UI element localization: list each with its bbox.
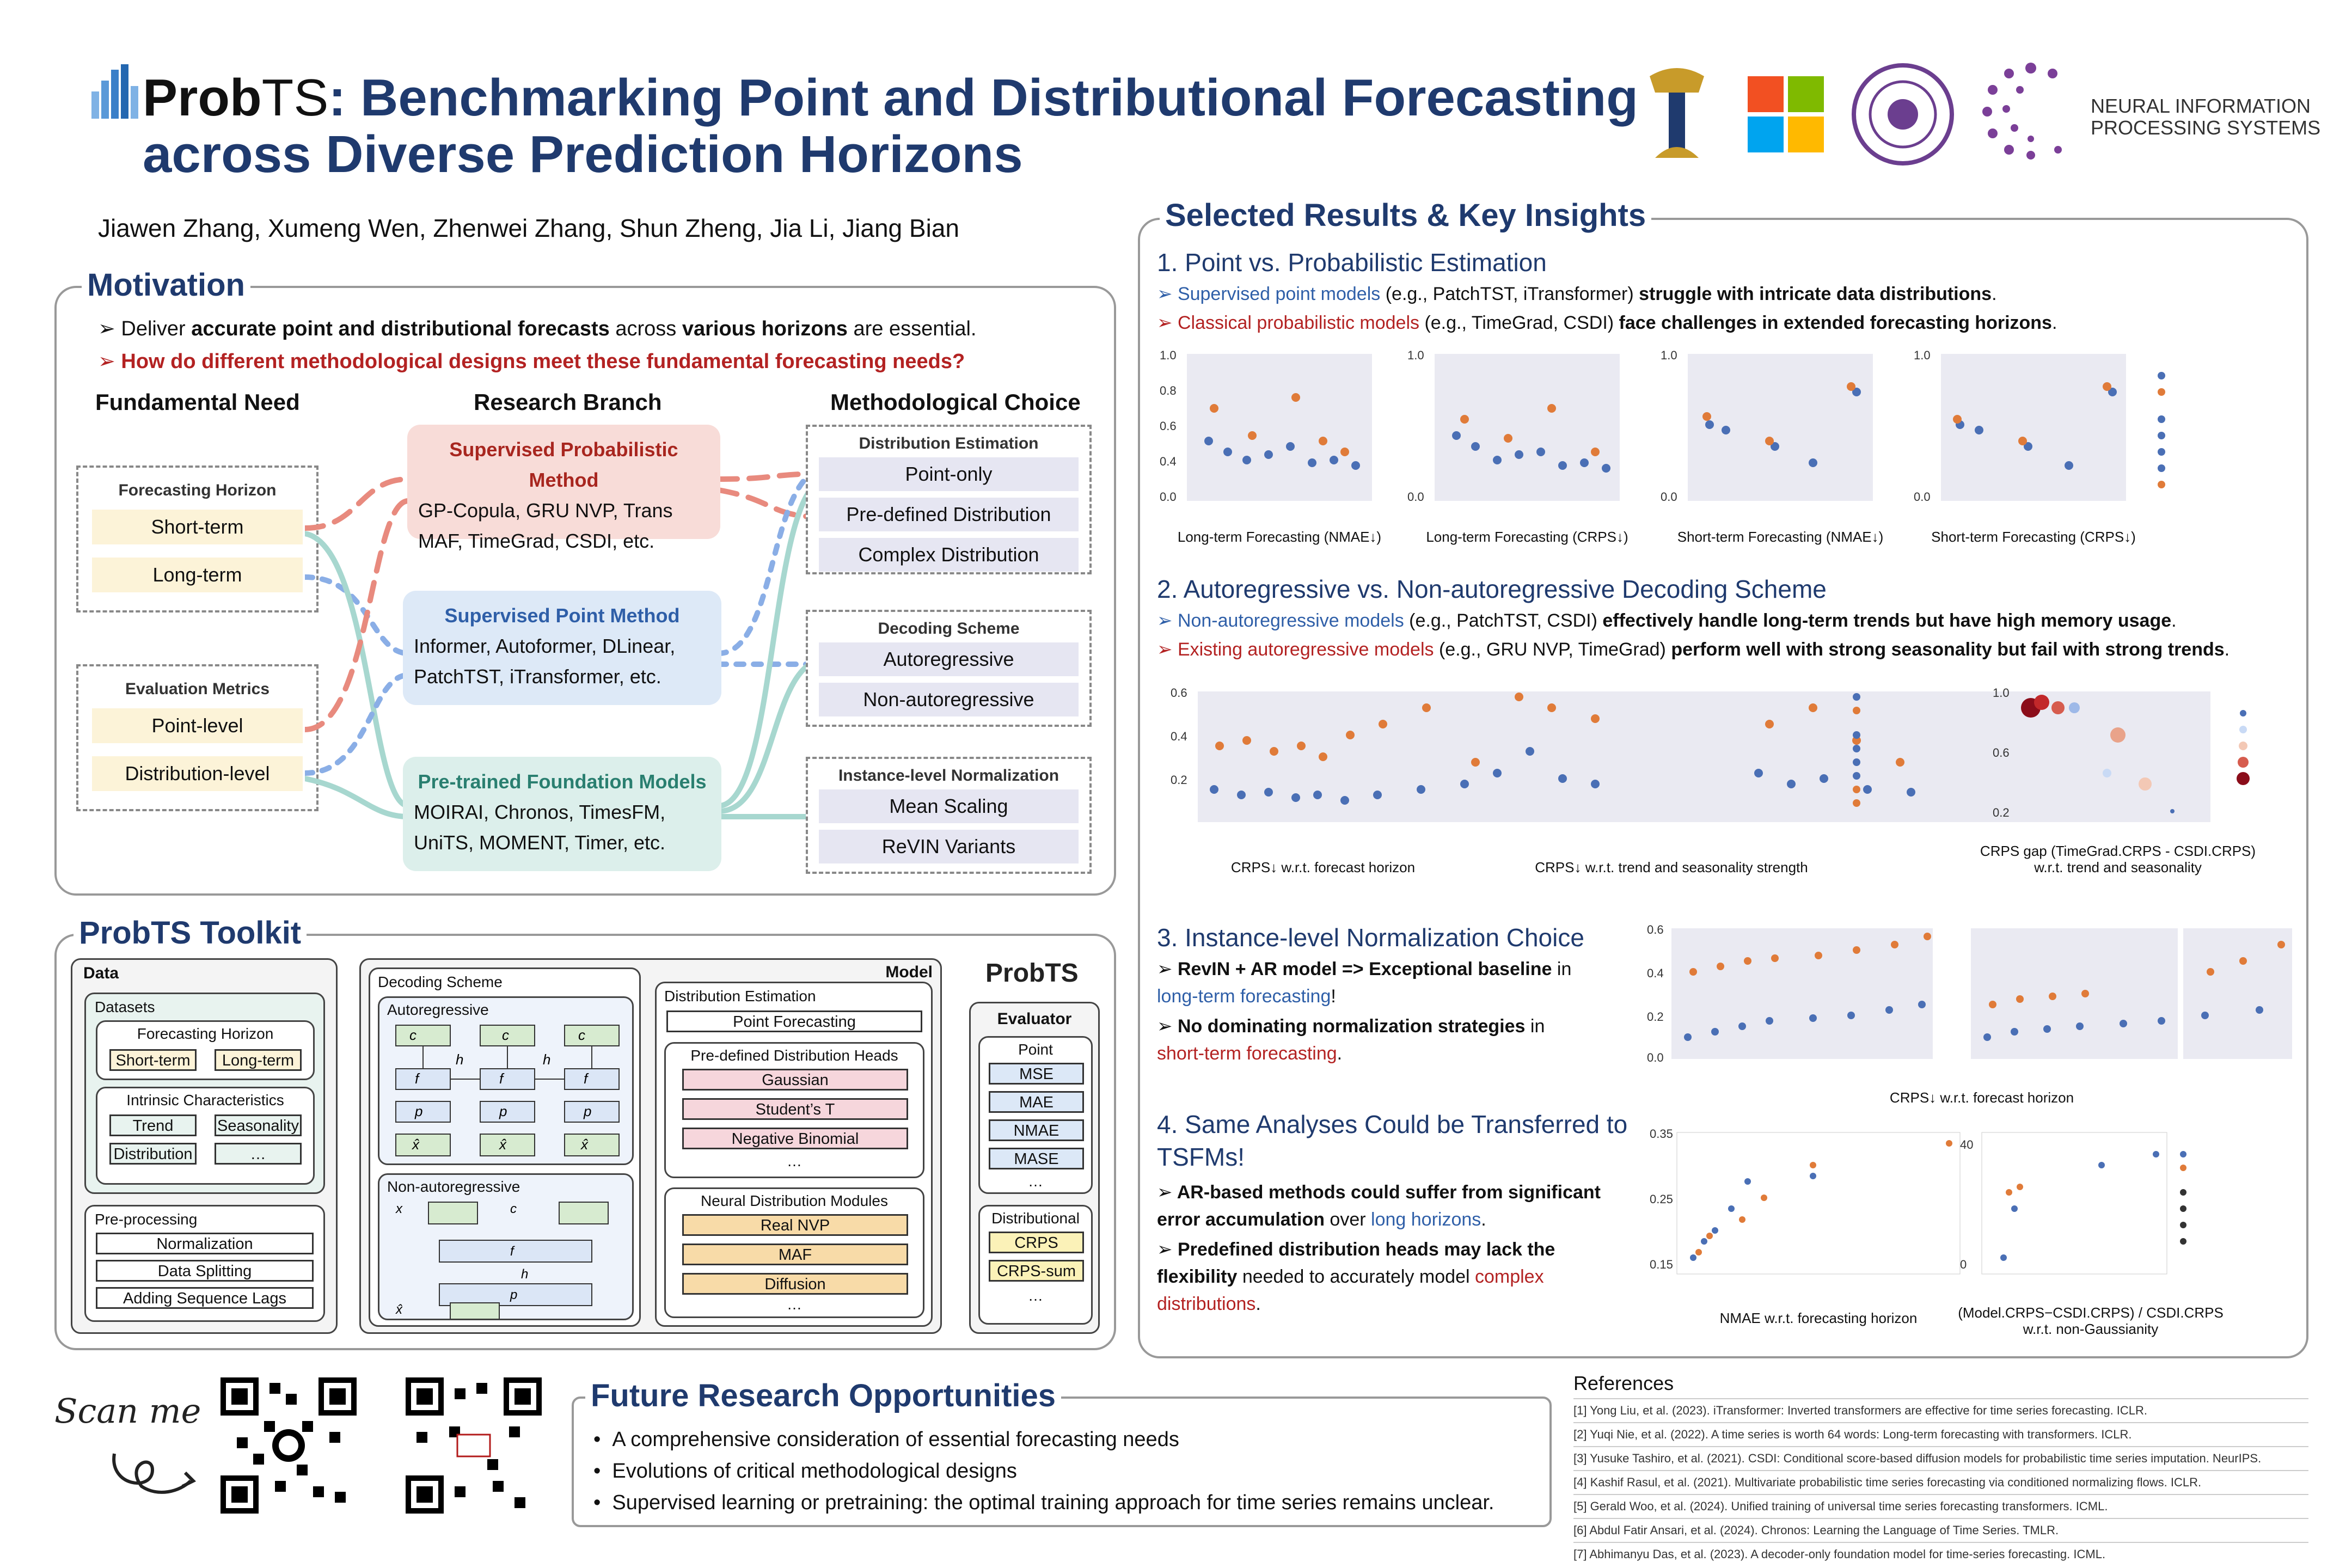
- s1-caption-1: Long-term Forecasting (NMAE↓): [1177, 529, 1382, 545]
- references-title: References: [1573, 1372, 1674, 1394]
- chip-short-term: Short-term: [92, 510, 303, 544]
- svg-text:p: p: [415, 1103, 423, 1119]
- s2-caption-1: CRPS↓ w.r.t. forecast horizon: [1230, 859, 1416, 875]
- s4-caption-1: NMAE w.r.t. forecasting horizon: [1719, 1310, 1918, 1326]
- data-long-term: Long-term: [215, 1049, 302, 1071]
- s1-caption-2: Long-term Forecasting (CRPS↓): [1426, 529, 1628, 545]
- choice-decoding-scheme: Decoding Scheme Autoregressive Non-autoregressive: [806, 610, 1092, 727]
- nar-diagram: [385, 1197, 630, 1319]
- reference-item: [1] Yong Liu, et al. (2023). iTransformer: Inverted transformers are effective for time series forecasting. ICLR.: [1573, 1398, 2308, 1422]
- chip-mean-scaling: Mean Scaling: [819, 789, 1079, 823]
- col-fundamental-need: Fundamental Need: [95, 389, 300, 415]
- svg-text:f: f: [510, 1244, 514, 1259]
- svg-text:f: f: [584, 1070, 588, 1087]
- s4-legend: [2180, 1151, 2186, 1245]
- svg-text:x: x: [396, 1202, 402, 1216]
- s4-bullet1: ➢ AR-based methods could suffer from significant error accumulation over long horizons.: [1157, 1182, 1601, 1230]
- chip-complex-dist: Complex Distribution: [819, 538, 1079, 572]
- reference-item: [4] Kashif Rasul, et al. (2021). Multivariate probabilistic time series forecasting via conditioned normalizing flows. ICLR.: [1573, 1470, 2308, 1494]
- tsinghua-logo: [1851, 63, 1955, 166]
- s4-title: 4. Same Analyses Could be Transferred to TSFMs!: [1157, 1110, 1628, 1171]
- svg-text:x̂: x̂: [412, 1136, 419, 1153]
- title-line2: across Diverse Prediction Horizons: [143, 125, 1023, 183]
- neurips-text: NEURAL INFORMATION PROCESSING SYSTEMS: [2091, 95, 2321, 139]
- toolkit-title: ProbTS Toolkit: [74, 915, 307, 951]
- s2-bullet2: ➢ Existing autoregressive models (e.g., GRU NVP, TimeGrad) perform well with strong seasonality but fail with strong trends.: [1157, 639, 2230, 660]
- svg-text:0.25: 0.25: [1650, 1192, 1673, 1206]
- s2-bullet1: ➢ Non-autoregressive models (e.g., PatchTST, CSDI) effectively handle long-term trends but have high memory usage.: [1157, 610, 2177, 631]
- svg-text:c: c: [409, 1027, 416, 1043]
- svg-text:c: c: [502, 1027, 509, 1043]
- s1-title: 1. Point vs. Probabilistic Estimation: [1157, 248, 1547, 277]
- scan-me: Scan me: [54, 1391, 201, 1431]
- svg-text:0.35: 0.35: [1650, 1127, 1673, 1141]
- motivation-bullet2: ➢ How do different methodological designs meet these fundamental forecasting needs?: [98, 350, 965, 373]
- choice-instance-normalization: Instance-level Normalization Mean Scaling ReVIN Variants: [806, 757, 1092, 874]
- hkust-logo: [1644, 60, 1710, 169]
- future-item: • A comprehensive consideration of essential forecasting needs: [593, 1428, 1179, 1451]
- s3-charts: [1633, 906, 2308, 1113]
- chip-autoregressive: Autoregressive: [819, 642, 1079, 676]
- choice-distribution-estimation: Distribution Estimation Point-only Pre-defined Distribution Complex Distribution: [806, 425, 1092, 574]
- reference-item: [5] Gerald Woo, et al. (2024). Unified training of universal time series forecasting transformers. ICML.: [1573, 1494, 2308, 1518]
- col-method-choice: Methodological Choice: [830, 389, 1081, 415]
- github-qr-code[interactable]: [220, 1377, 357, 1514]
- chip-point-level: Point-level: [92, 708, 303, 743]
- arxiv-qr-code[interactable]: [406, 1377, 542, 1514]
- toolkit-evaluator-box: Evaluator Point MSE MAE NMAE MASE … Distributional CRPS CRPS-sum …: [969, 1002, 1100, 1334]
- svg-text:c: c: [510, 1202, 517, 1216]
- future-item: • Supervised learning or pretraining: the optimal training approach for time series remains unclear.: [593, 1491, 1494, 1514]
- reference-item: [6] Abdul Fatir Ansari, et al. (2024). Chronos: Learning the Language of Time Series. TMLR.: [1573, 1518, 2308, 1542]
- svg-text:f: f: [499, 1070, 504, 1087]
- s1-bullet2: ➢ Classical probabilistic models (e.g., TimeGrad, CSDI) face challenges in extended forecasting horizons.: [1157, 313, 2057, 333]
- motivation-bullet1: ➢ Deliver accurate point and distributional forecasts across various horizons are essential.: [98, 317, 977, 340]
- authors: Jiawen Zhang, Xumeng Wen, Zhenwei Zhang, Shun Zheng, Jia Li, Jiang Bian: [98, 214, 959, 242]
- svg-text:p: p: [499, 1103, 507, 1119]
- s1-charts: [1138, 343, 2308, 561]
- svg-text:0.6: 0.6: [1160, 419, 1177, 433]
- results-title: Selected Results & Key Insights: [1160, 197, 1651, 234]
- need-evaluation-metrics: Evaluation Metrics Point-level Distribution-level: [76, 664, 318, 811]
- s2-title: 2. Autoregressive vs. Non-autoregressive Decoding Scheme: [1157, 575, 1827, 603]
- svg-text:0.6: 0.6: [1171, 686, 1187, 700]
- svg-text:h: h: [543, 1051, 551, 1068]
- svg-text:1.0: 1.0: [1993, 686, 2010, 700]
- svg-text:0.0: 0.0: [1407, 490, 1424, 504]
- svg-text:x̂: x̂: [499, 1136, 506, 1153]
- chip-point-only: Point-only: [819, 457, 1079, 491]
- poster-title: [143, 70, 1667, 183]
- curly-arrow-icon: [109, 1443, 201, 1503]
- svg-text:0.0: 0.0: [1160, 490, 1177, 504]
- svg-text:1.0: 1.0: [1407, 348, 1424, 362]
- svg-text:h: h: [521, 1267, 529, 1282]
- branch-supervised-probabilistic: Supervised Probabilistic Method GP-Copula, GRU NVP, Trans MAF, TimeGrad, CSDI, etc.: [407, 425, 720, 539]
- s3-bullet2: ➢ No dominating normalization strategies in short-term forecasting.: [1157, 1016, 1545, 1064]
- svg-text:0.15: 0.15: [1650, 1258, 1673, 1271]
- svg-text:0.4: 0.4: [1647, 966, 1664, 980]
- brand-bold: Prob: [143, 69, 262, 127]
- neurips-logo: [1976, 57, 2085, 166]
- s3-title: 3. Instance-level Normalization Choice: [1157, 923, 1584, 952]
- chip-revin: ReVIN Variants: [819, 830, 1079, 863]
- chip-long-term: Long-term: [92, 558, 303, 592]
- svg-text:f: f: [415, 1070, 419, 1087]
- future-list: [593, 1424, 1494, 1518]
- s4-charts: [1633, 1122, 2308, 1339]
- s1-caption-3: Short-term Forecasting (NMAE↓): [1677, 529, 1884, 545]
- s1-caption-4: Short-term Forecasting (CRPS↓): [1931, 529, 2136, 545]
- reference-item: [7] Abhimanyu Das, et al. (2023). A decoder-only foundation model for time-series forecasting. ICML.: [1573, 1542, 2308, 1566]
- svg-text:0.0: 0.0: [1647, 1051, 1664, 1064]
- svg-text:p: p: [510, 1288, 518, 1302]
- s3-caption: CRPS↓ w.r.t. forecast horizon: [1889, 1089, 2074, 1106]
- svg-text:0.0: 0.0: [1914, 490, 1931, 504]
- svg-text:0.8: 0.8: [1160, 384, 1177, 397]
- chip-predefined-dist: Pre-defined Distribution: [819, 498, 1079, 531]
- toolkit-logo: ProbTS: [985, 959, 1079, 988]
- svg-text:x̂: x̂: [396, 1302, 402, 1317]
- future-title: Future Research Opportunities: [585, 1377, 1061, 1414]
- microsoft-logo: [1748, 76, 1824, 152]
- svg-text:0.2: 0.2: [1171, 773, 1187, 787]
- s4-bullet2: ➢ Predefined distribution heads may lack the flexibility needed to accurately model complex distributions.: [1157, 1239, 1555, 1314]
- s1-bullet1: ➢ Supervised point models (e.g., PatchTST, iTransformer) struggle with intricate data distributions.: [1157, 284, 1997, 304]
- chip-non-autoregressive: Non-autoregressive: [819, 683, 1079, 716]
- probts-logo-bars: [91, 64, 140, 119]
- ar-diagram: [385, 1020, 630, 1161]
- need-forecasting-horizon: Forecasting Horizon Short-term Long-term: [76, 465, 318, 612]
- chip-distribution-level: Distribution-level: [92, 756, 303, 791]
- title-rest: : Benchmarking Point and Distributional Forecasting: [328, 69, 1638, 127]
- branch-foundation-models: Pre-trained Foundation Models MOIRAI, Chronos, TimesFM, UniTS, MOMENT, Timer, etc.: [403, 757, 721, 871]
- svg-text:0.6: 0.6: [1647, 923, 1664, 936]
- svg-text:0.2: 0.2: [1647, 1010, 1664, 1024]
- s2-caption-2: CRPS↓ w.r.t. trend and seasonality strength: [1535, 859, 1808, 875]
- motivation-title: Motivation: [82, 267, 250, 303]
- svg-text:0.4: 0.4: [1160, 455, 1177, 468]
- branch-supervised-point: Supervised Point Method Informer, Autoformer, DLinear, PatchTST, iTransformer, etc.: [403, 591, 721, 705]
- svg-text:0.4: 0.4: [1171, 730, 1187, 743]
- svg-text:1.0: 1.0: [1661, 348, 1677, 362]
- toolkit-model-box: Model Decoding Scheme Autoregressive c c c f f f p p p x̂ x̂ x̂ h h Non-autoregressive x c f h p x̂ Distribution Estimation Point Forecasting Pre-defined Distribution Heads Gaussian Student’s T Negative Binomial … Neural Distribution Modules Real NVP MAF Diffusion …: [359, 958, 942, 1334]
- s3-bullet1: ➢ RevIN + AR model => Exceptional baseline in long-term forecasting!: [1157, 959, 1572, 1007]
- svg-text:1.0: 1.0: [1160, 348, 1177, 362]
- svg-text:x̂: x̂: [581, 1136, 588, 1153]
- svg-text:0.2: 0.2: [1993, 806, 2010, 819]
- s2-caption-3: CRPS gap (TimeGrad.CRPS - CSDI.CRPS): [1980, 843, 2256, 859]
- svg-text:0: 0: [1960, 1258, 1967, 1271]
- s4-caption-3: w.r.t. non-Gaussianity: [2023, 1321, 2159, 1337]
- future-item: • Evolutions of critical methodological designs: [593, 1460, 1017, 1483]
- data-short-term: Short-term: [109, 1049, 197, 1071]
- svg-text:1.0: 1.0: [1914, 348, 1931, 362]
- references-list: [1573, 1398, 2308, 1566]
- svg-text:40: 40: [1960, 1138, 1974, 1152]
- brand-light: TS: [261, 69, 329, 127]
- svg-text:h: h: [456, 1051, 464, 1068]
- svg-text:c: c: [578, 1027, 585, 1043]
- svg-text:0.0: 0.0: [1661, 490, 1677, 504]
- s4-caption-2: (Model.CRPS−CSDI.CRPS) / CSDI.CRPS: [1958, 1304, 2224, 1321]
- col-research-branch: Research Branch: [474, 389, 662, 415]
- reference-item: [2] Yuqi Nie, et al. (2022). A time series is worth 64 words: Long-term forecasting with transformers. ICLR.: [1573, 1422, 2308, 1446]
- svg-text:0.6: 0.6: [1993, 746, 2010, 759]
- svg-text:p: p: [584, 1103, 592, 1119]
- s2-charts: [1138, 675, 2308, 904]
- s1-legend: [2158, 372, 2165, 488]
- reference-item: [3] Yusuke Tashiro, et al. (2021). CSDI: Conditional score-based diffusion models for probabilistic time series imputation. NeurIPS.: [1573, 1446, 2308, 1470]
- toolkit-data-box: Data Datasets Forecasting Horizon Short-term Long-term Intrinsic Characteristics Trend Seasonality Distribution … Pre-processing Normalization Data Splitting Adding Sequence Lags: [71, 958, 338, 1334]
- s2-caption-4: w.r.t. trend and seasonality: [2034, 859, 2202, 875]
